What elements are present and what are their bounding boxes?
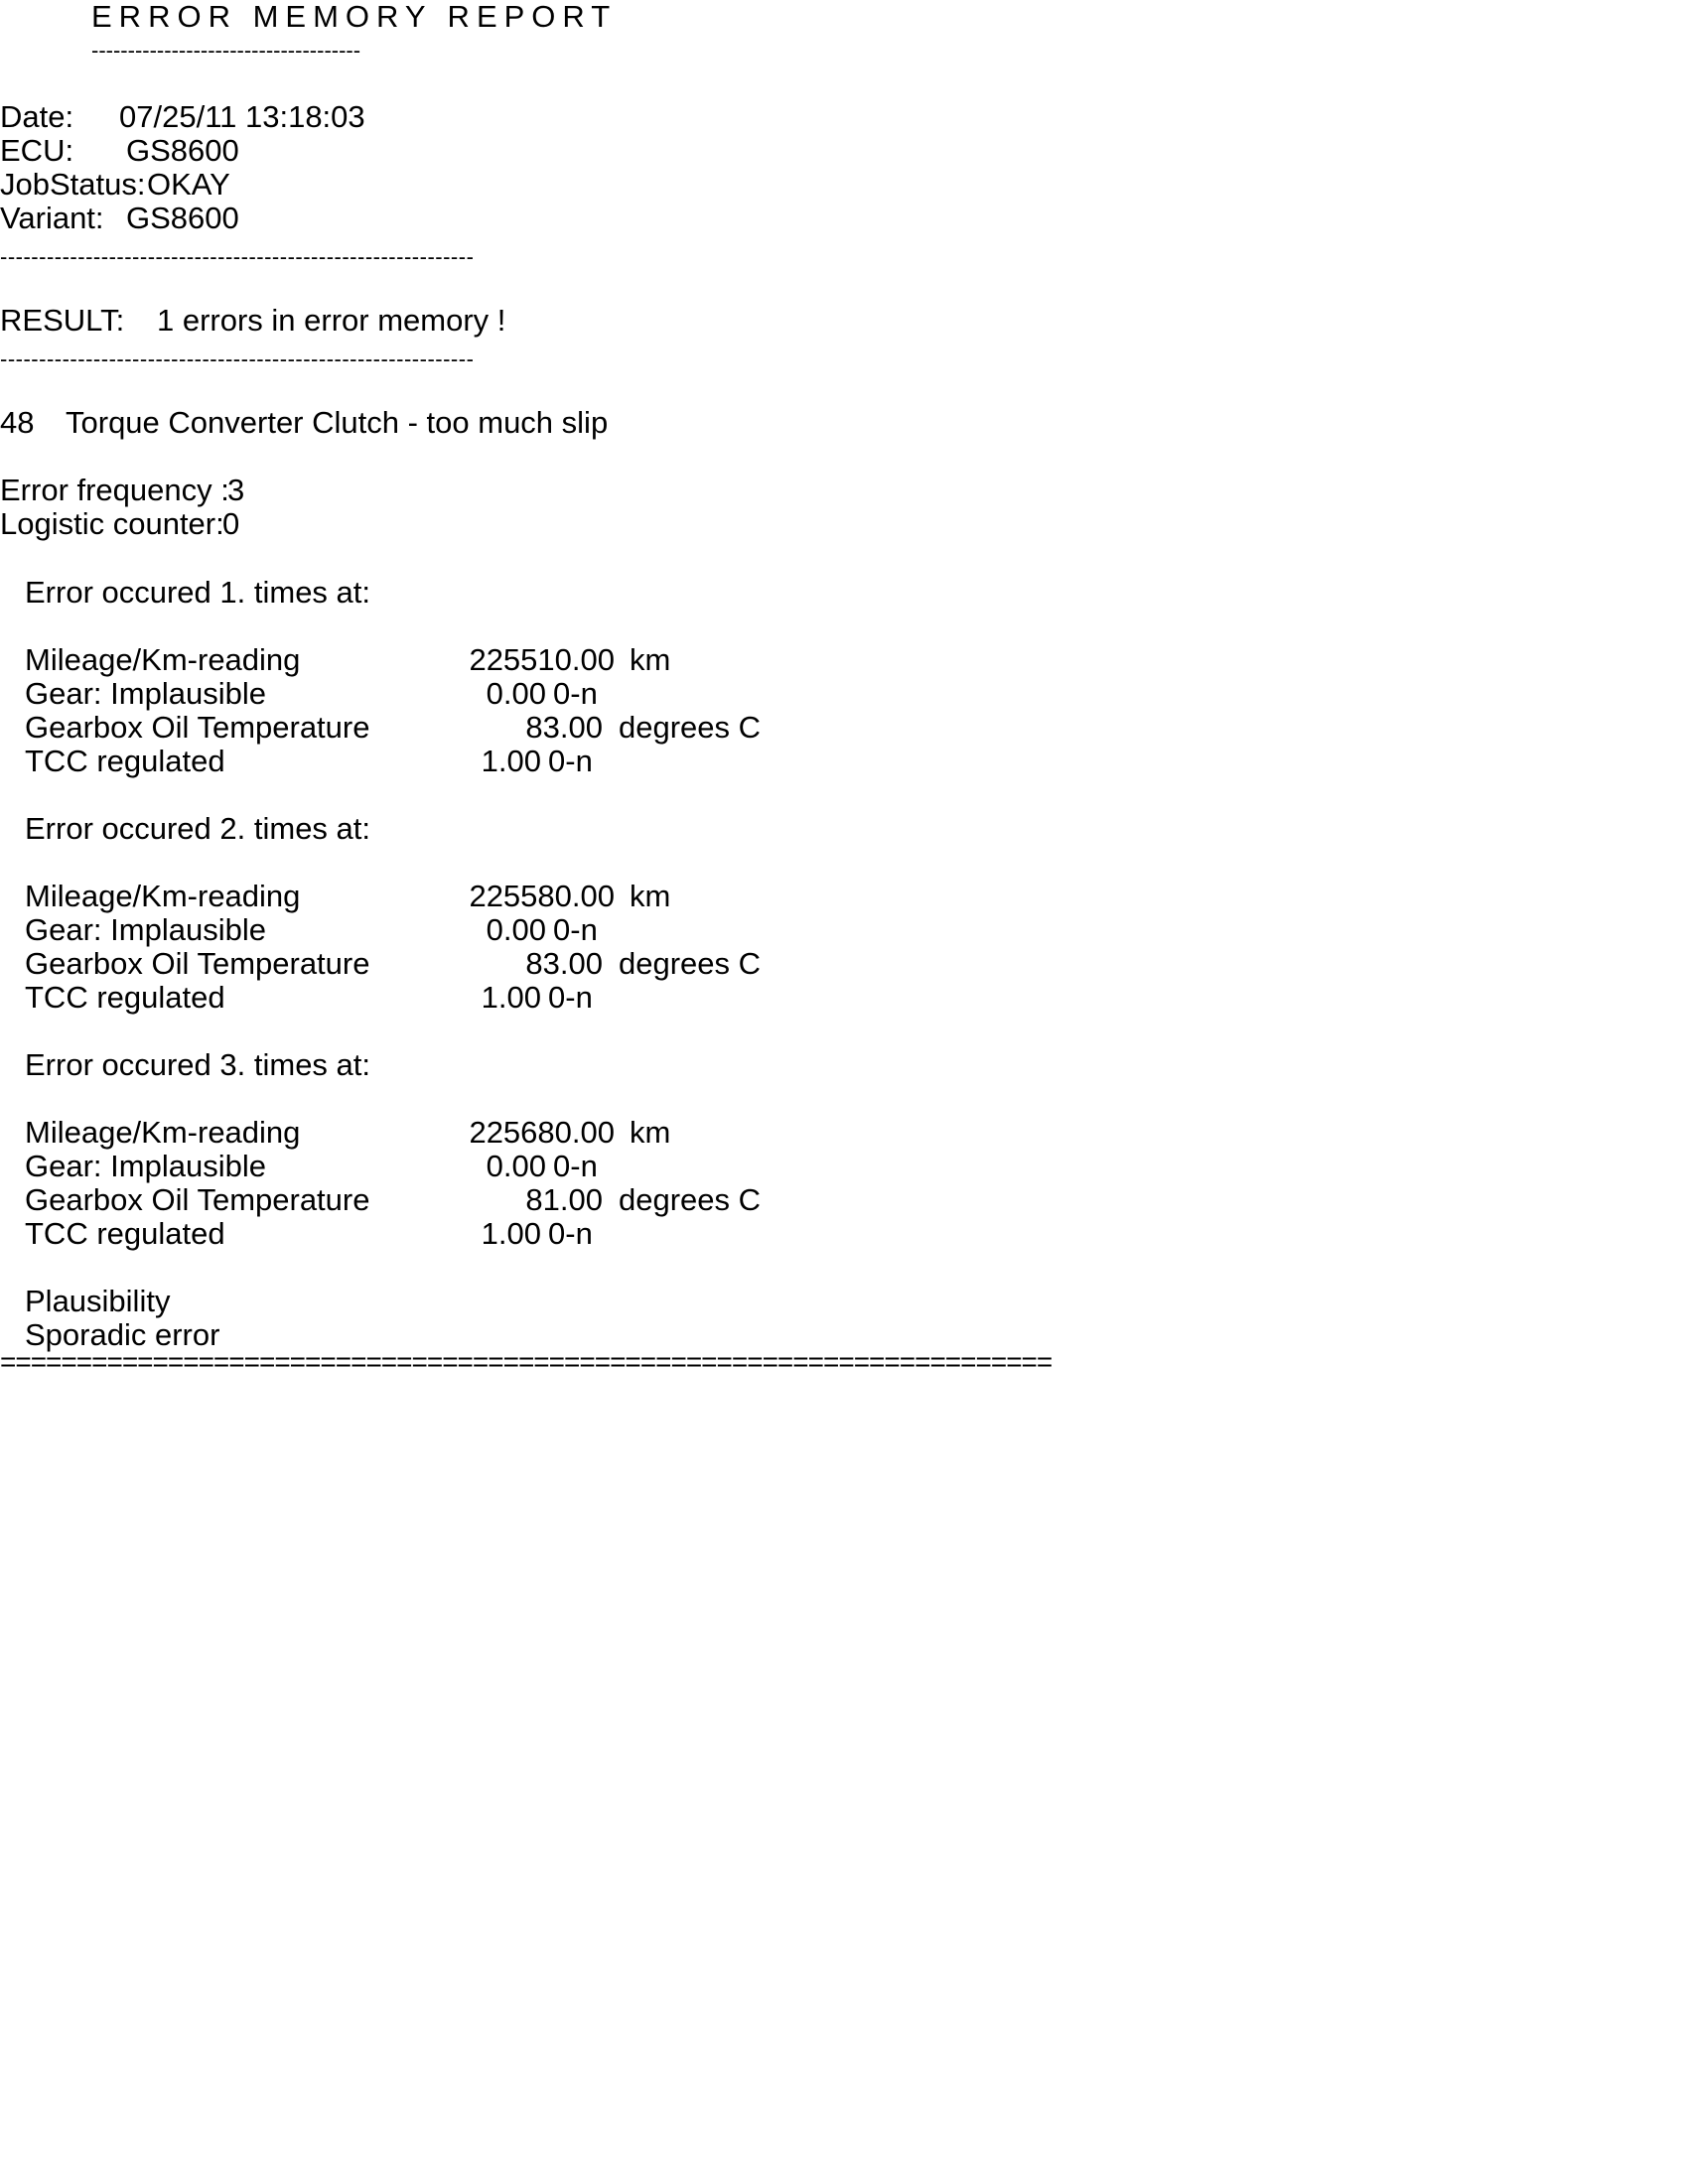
row-label: Gearbox Oil Temperature — [25, 710, 370, 745]
row-unit: degrees C — [619, 710, 762, 745]
row-label: Gear: Implausible — [25, 676, 266, 711]
row-value: 0.00 — [486, 676, 546, 711]
report-title: ERROR MEMORY REPORT — [91, 0, 618, 34]
footer-sporadic: Sporadic error — [25, 1317, 220, 1352]
error-frequency-value: 3 — [227, 473, 245, 507]
row-unit: 0-n — [553, 676, 598, 711]
row-label: Gearbox Oil Temperature — [25, 1182, 370, 1217]
logistic-counter-value: 0 — [222, 506, 240, 541]
row-label: TCC regulated — [25, 744, 225, 778]
row-value: 1.00 — [481, 744, 541, 778]
final-separator: ===================================================================== — [0, 1346, 1053, 1377]
row-label: TCC regulated — [25, 1216, 225, 1251]
occurrence-heading: Error occured 1. times at: — [25, 575, 371, 610]
row-value: 0.00 — [486, 1149, 546, 1183]
occurrence-heading: Error occured 2. times at: — [25, 811, 371, 846]
occurrence-heading: Error occured 3. times at: — [25, 1047, 371, 1082]
row-value: 0.00 — [486, 912, 546, 947]
separator-1: ------------------------------------------------------------- — [0, 244, 475, 269]
row-label: Gear: Implausible — [25, 912, 266, 947]
row-label: Gear: Implausible — [25, 1149, 266, 1183]
variant-value: GS8600 — [126, 201, 239, 235]
result-text: 1 errors in error memory ! — [157, 303, 506, 338]
row-label: Mileage/Km-reading — [25, 1115, 301, 1150]
logistic-counter-label: Logistic counter: — [0, 506, 224, 541]
row-unit: km — [630, 642, 671, 677]
title-underline: ------------------------------------- — [91, 38, 361, 63]
row-value: 81.00 — [525, 1182, 603, 1217]
row-unit: 0-n — [548, 980, 593, 1015]
row-unit: 0-n — [553, 912, 598, 947]
row-value: 83.00 — [525, 710, 603, 745]
jobstatus-value: OKAY — [147, 167, 230, 202]
row-unit: degrees C — [619, 1182, 762, 1217]
row-value: 225510.00 — [469, 642, 615, 677]
ecu-value: GS8600 — [126, 133, 239, 168]
jobstatus-label: JobStatus: — [0, 167, 146, 202]
row-value: 1.00 — [481, 1216, 541, 1251]
row-label: Mileage/Km-reading — [25, 642, 301, 677]
separator-2: ------------------------------------------------------------- — [0, 346, 475, 371]
date-label: Date: — [0, 99, 74, 134]
error-code: 48 — [0, 405, 35, 440]
row-unit: 0-n — [548, 744, 593, 778]
row-value: 225680.00 — [469, 1115, 615, 1150]
footer-plausibility: Plausibility — [25, 1284, 171, 1318]
ecu-label: ECU: — [0, 133, 74, 168]
row-unit: km — [630, 879, 671, 913]
row-value: 225580.00 — [469, 879, 615, 913]
row-label: Gearbox Oil Temperature — [25, 946, 370, 981]
row-unit: 0-n — [553, 1149, 598, 1183]
date-value: 07/25/11 13:18:03 — [119, 99, 365, 134]
row-unit: km — [630, 1115, 671, 1150]
row-value: 1.00 — [481, 980, 541, 1015]
row-unit: 0-n — [548, 1216, 593, 1251]
row-label: TCC regulated — [25, 980, 225, 1015]
row-label: Mileage/Km-reading — [25, 879, 301, 913]
result-label: RESULT: — [0, 303, 125, 338]
error-description: Torque Converter Clutch - too much slip — [66, 405, 609, 440]
row-unit: degrees C — [619, 946, 762, 981]
variant-label: Variant: — [0, 201, 104, 235]
row-value: 83.00 — [525, 946, 603, 981]
error-frequency-label: Error frequency : — [0, 473, 229, 507]
